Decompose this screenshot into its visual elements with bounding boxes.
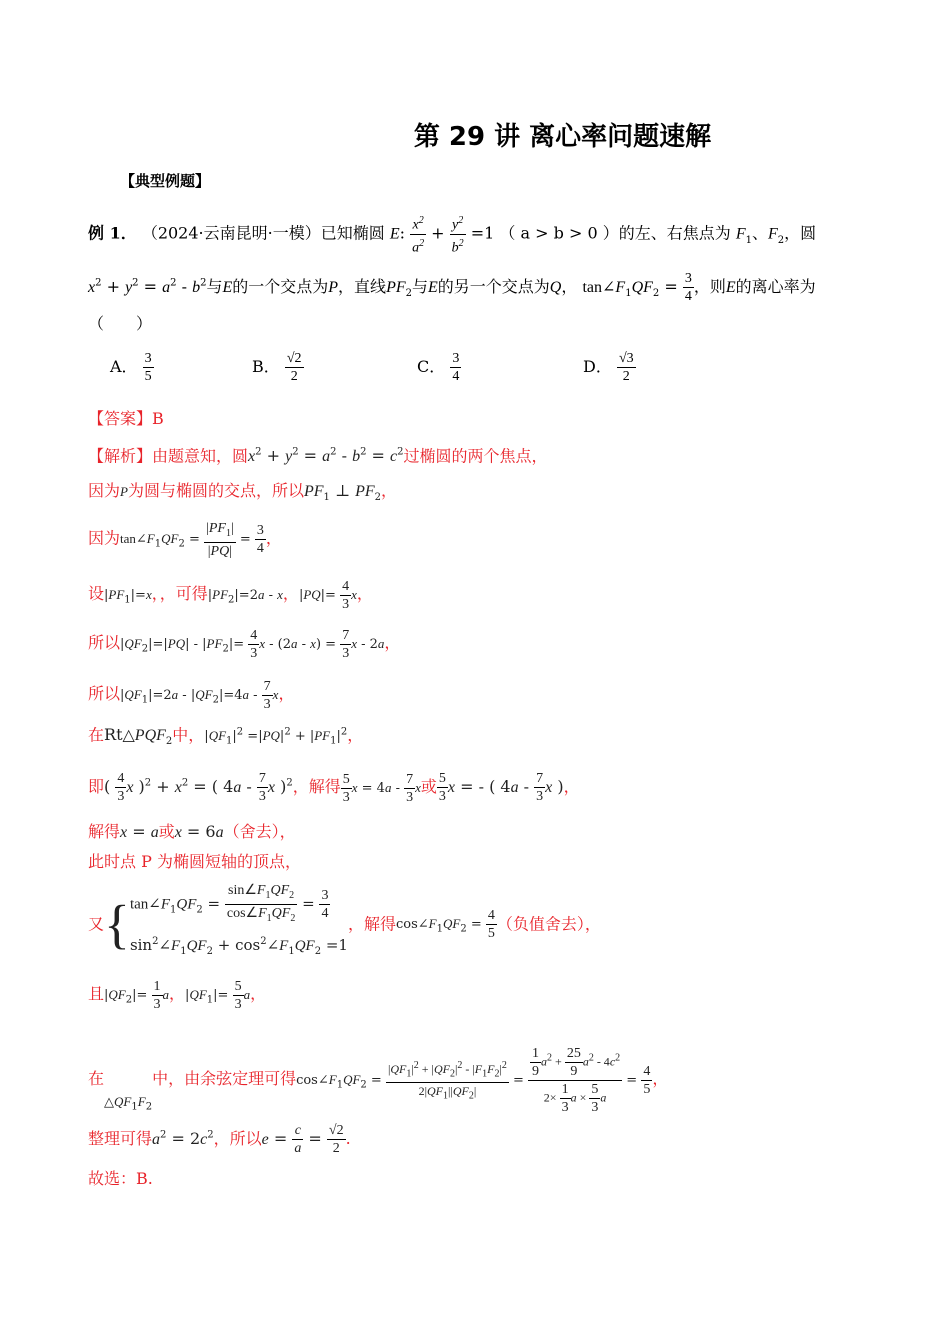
solution-line-11: 又{ $\tan\angle F_1QF_2$ = $\frac{\sin\angle F_1QF_2}{\cos\angle F_1QF_2}$ = $\frac{3}{4}$ $\sin^2\angle F_1QF_2$ + $\cos^2\angle F_1QF_2 =1$ ，解得$\cos\angle F_1QF_2$ = $\frac{4}{5}$ （负值舍去）， [88,883,601,957]
option-b: B． $\frac{√2}{2}$ [252,351,302,384]
example-condition: （ a > b > 0 ）的左、右焦点为 [499,223,731,243]
text-fragment: 与 [206,277,223,296]
answer-line: 【答案】B [88,409,164,428]
text-fragment: 的一个交点为 [232,277,329,296]
solution-line-15: 故选：B. [88,1169,153,1188]
example-source: （2024·云南昆明·一模）已知椭圆 [141,223,385,243]
text-fragment: ，则 [693,277,726,296]
text-fragment: 与 [411,277,428,296]
text-fragment: 的离心率为 [735,277,816,296]
solution-line-14: 整理可得$a^2 = 2c^2$，所以e = $\frac{c}{a}$ = $\frac{√2}{2}$ . [88,1123,351,1156]
solution-line-6: 所以$|QF_1|=2a - |QF_2|=4a$ - $\frac{7}{3}$ x， [88,679,295,712]
solution-line-7: 在$Rt\triangle PQF_2$中，$|QF_1|^2 =|PQ|^2 + |PF_1|^2$， [88,725,364,748]
example-line-1: 例 1． （2024·云南昆明·一模）已知椭圆 E: $\frac{x^2}{a^2}$ + $\frac{y^2}{b^2}$ =1 （ a > b > 0 ）的左、右焦点为 $F_1$、$F_2$，圆 [88,212,890,256]
solution-line-2: 因为P为圆与椭圆的交点，所以$PF_1$ ⊥ $PF_2$， [88,481,398,504]
example-line-2: $x^2 + y^2 = a^2 - b^2$与E的一个交点为P，直线$PF_2$与E的另一个交点为Q， $\tan\angle F_1QF_2$ = $\frac{3}{4}$ ，则E的离心率为 [88,271,816,304]
option-d: D． $\frac{√3}{2}$ [583,351,634,384]
solution-line-10: 此时点 P 为椭圆短轴的顶点， [88,852,301,871]
solution-line-9: 解得x = a或x = 6a（舍去）， [88,822,296,841]
option-a: A． $\frac{3}{5}$ [110,351,152,384]
section-heading: 【典型例题】 [120,172,211,190]
example-line1-tail: ，圆 [784,223,817,243]
text-fragment: ，直线 [338,277,387,296]
solution-line-3: 因为$\tan\angle F_1QF_2$ = $\frac{|PF_1|}{|PQ|}$ = $\frac{3}{4}$ ， [88,521,282,559]
solution-line-4: 设$|PF_1|=x$，，可得$|PF_2|=2a - x$，|PQ|= $\frac{4}{3}$ x， [88,579,373,612]
solution-line-12: 且$|QF_2|=$ $\frac{1}{3}$ a，$|QF_1|=$ $\frac{5}{3}$ a， [88,979,267,1012]
text-fragment: 的另一个交点为 [437,277,550,296]
solution-line-5: 所以$|QF_2|=|PQ| - |PF_2|=$ $\frac{4}{3}$ x - (2a - x) = $\frac{7}{3}$ x - 2a， [88,628,401,661]
option-c: C． $\frac{3}{4}$ [417,351,460,384]
solution-line-8: 即( $\frac{4}{3}$ x )$^2 + x^2$ = ( 4a - $\frac{7}{3}$ x )$^2$，解得 $\frac{5}{3}$ x = 4a - $\frac{7}{3}$ x或 $\frac{5}{3}$ x = - ( 4a - $\frac{7}{3}$ x )， [88,771,580,805]
example-label: 例 1． [88,223,137,243]
example-paren: （ ） [88,314,153,333]
page-title: 第 29 讲 离心率问题速解 [413,122,712,152]
solution-line-1: 【解析】由题意知，圆$x^2 + y^2 = a^2 - b^2 = c^2$过椭圆的两个焦点， [88,446,548,466]
solution-line-13: 在$_{\triangle QF_1F_2}$中，由余弦定理可得$\cos\angle F_1QF_2$ = $\frac{|QF_1|^2 + |QF_2|^2 - |F_1F_2|^2}{2|QF_1||QF_2|}$ = $\frac{1}{9}$ $a^2$ + $\frac{25}{9}$ $a^2 - 4c^2$ 2× $\frac{1}{3}$ a × $\frac{5}{3}$ a = $\frac{4}{5}$ ， [88,1046,669,1115]
